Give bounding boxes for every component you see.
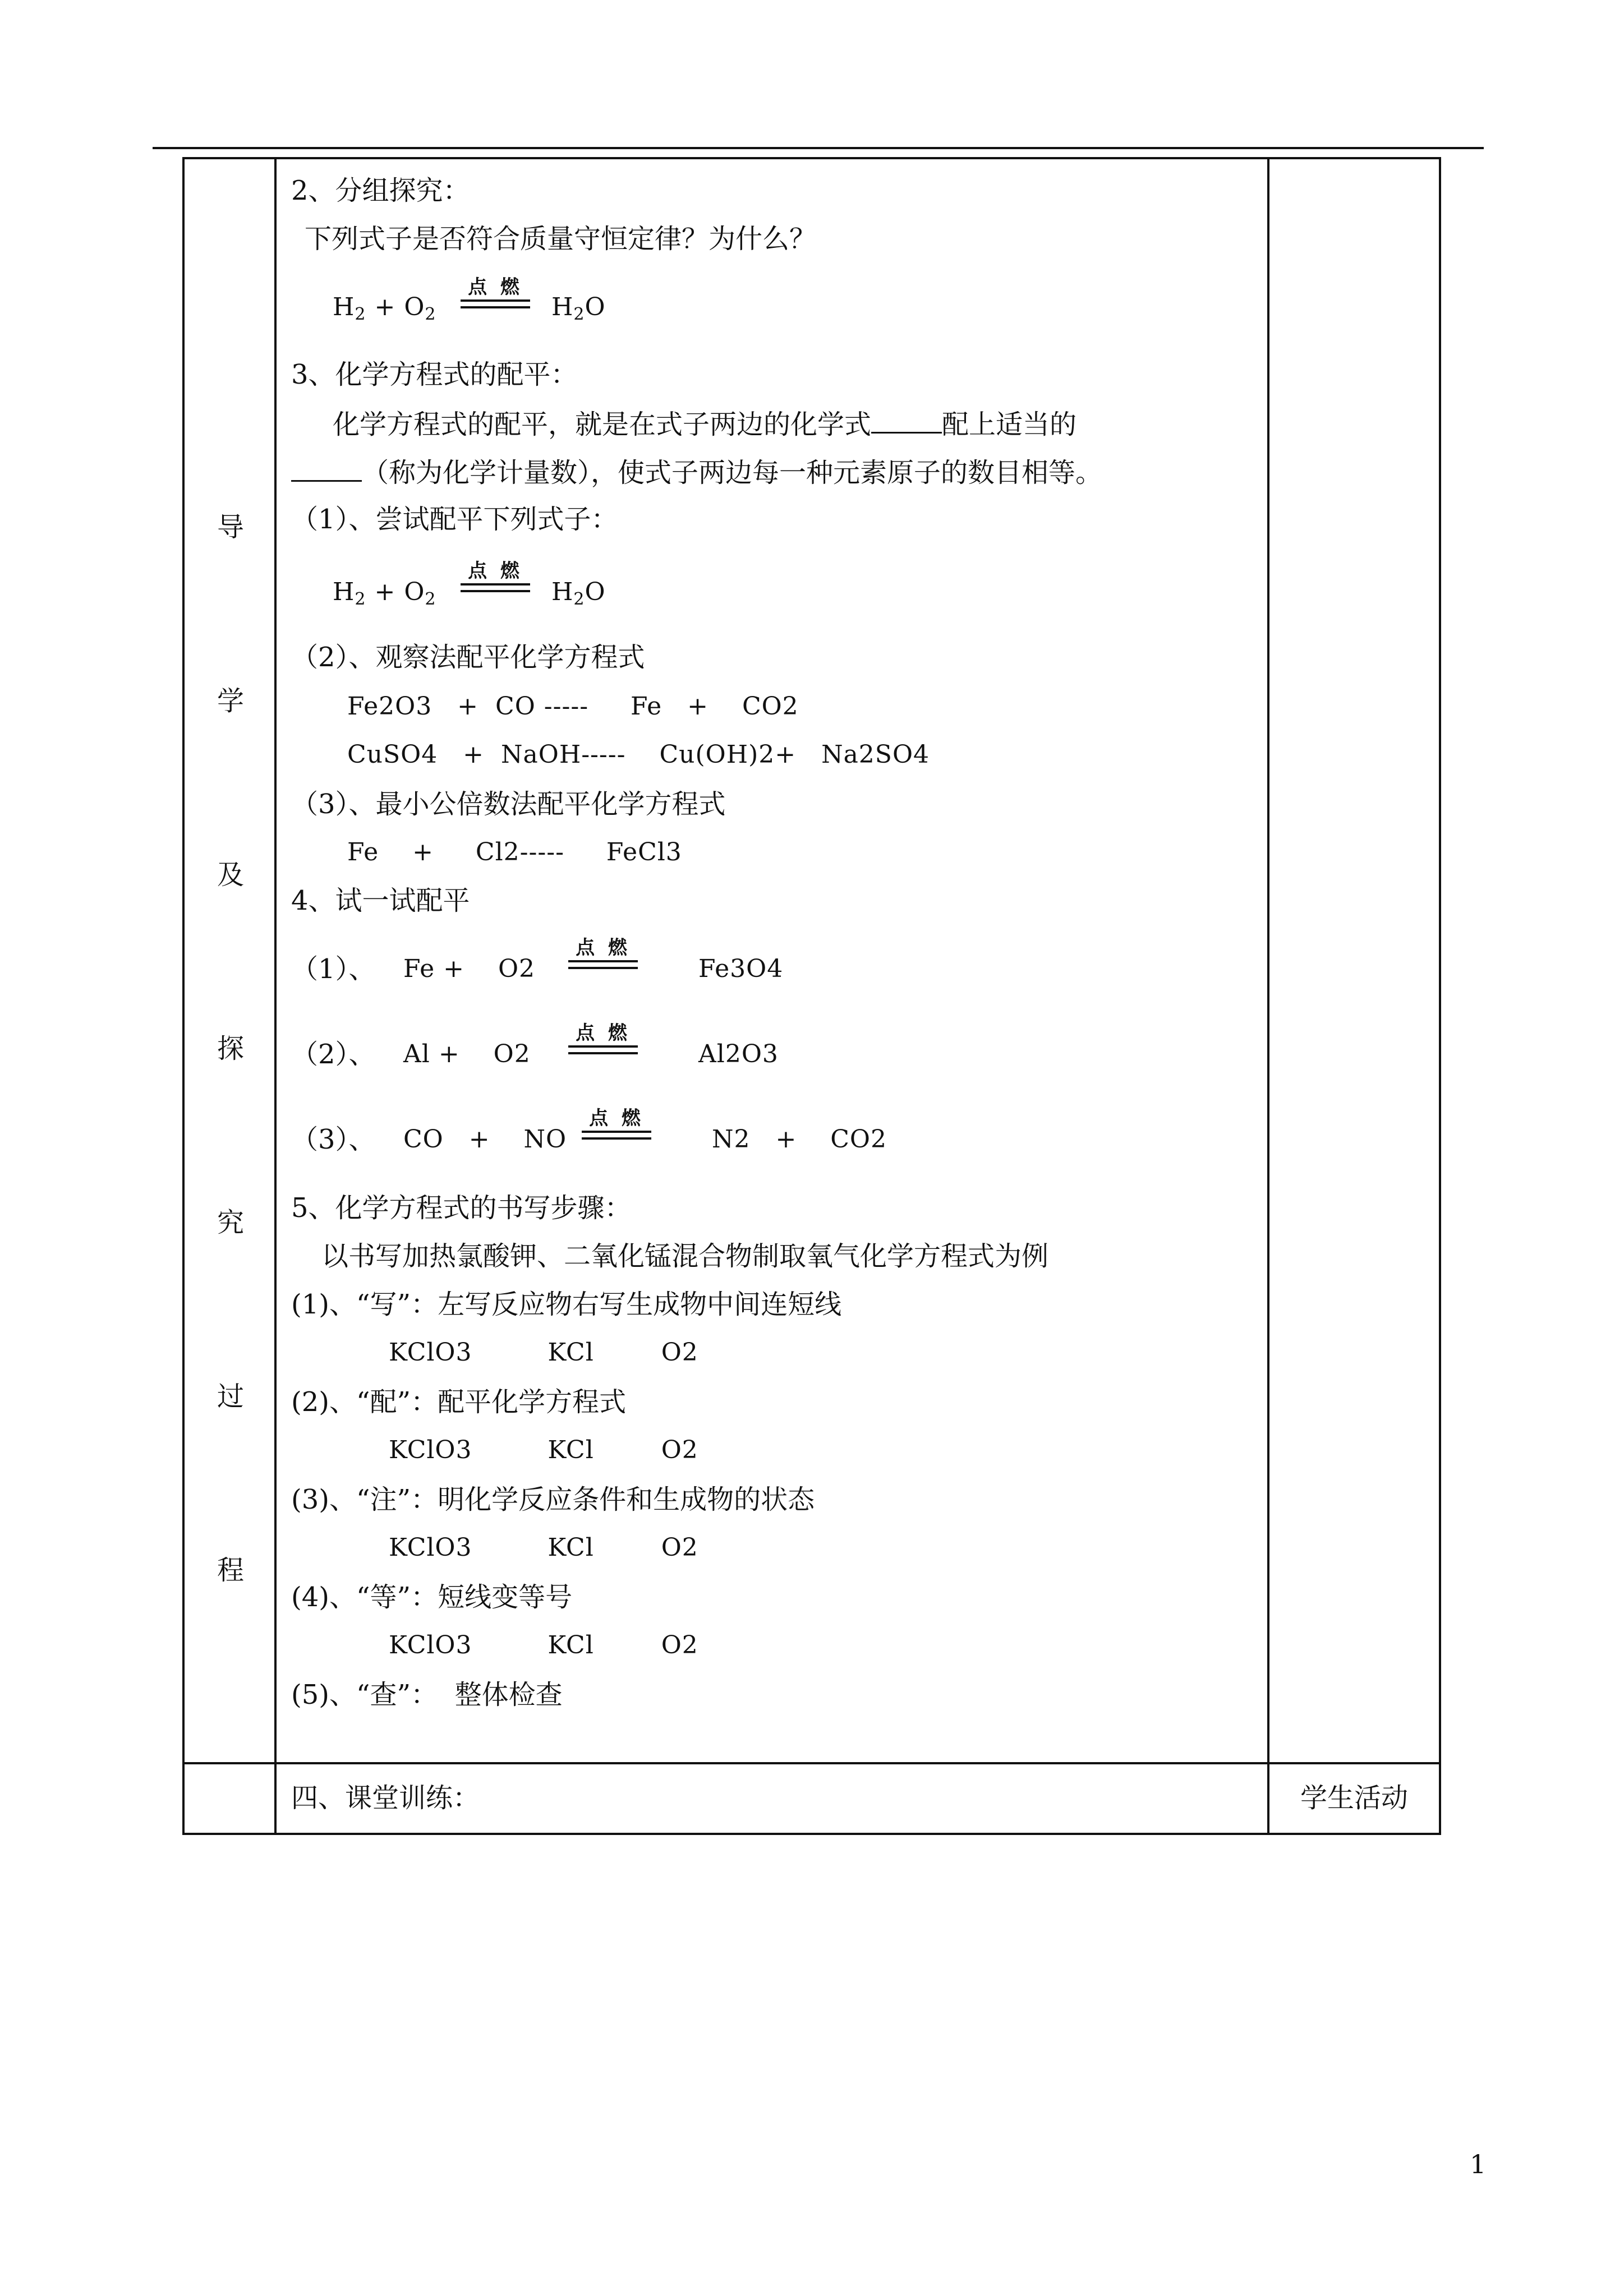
fill-blank	[871, 406, 942, 434]
eq-term: H	[551, 293, 574, 321]
training-cell	[275, 1763, 1268, 1834]
student-activity-label: 学生活动	[1300, 1782, 1408, 1814]
step-formula: KClO3 KCl O2	[389, 1338, 698, 1367]
arrow-line	[461, 306, 530, 308]
side-label-char: 学	[217, 685, 244, 717]
fill-blank	[291, 454, 362, 482]
arrow-line	[582, 1137, 651, 1140]
step-formula: KClO3 KCl O2	[389, 1533, 698, 1562]
equation-h2-o2	[333, 575, 436, 616]
page-number: 1	[1470, 2149, 1487, 2179]
section-3-para2	[291, 454, 1102, 490]
content	[277, 159, 1267, 1762]
section-2-question: 下列式子是否符合质量守恒定律？为什么？	[305, 223, 817, 255]
eq-plus: +	[374, 293, 396, 321]
reaction-condition: 点 燃	[468, 560, 523, 582]
trial-reactants: Fe + O2	[403, 955, 536, 983]
reaction-arrow	[578, 1106, 655, 1140]
eq-term: O	[585, 293, 606, 321]
section-2-title: 2、分组探究：	[291, 175, 470, 206]
side-label-char: 导	[217, 511, 244, 543]
para-text: 化学方程式的配平，就是在式子两边的化学式	[333, 409, 872, 440]
trial-reactants: Al + O2	[403, 1040, 531, 1068]
reaction-arrow	[565, 1021, 641, 1054]
arrow-line	[568, 1052, 638, 1054]
reaction-arrow	[457, 559, 533, 592]
trial-product: Al2O3	[698, 1040, 779, 1068]
side-label-char: 过	[217, 1381, 244, 1412]
trial-label: （2）、	[291, 1039, 376, 1070]
step-text: (1)、“写”：左写反应物右写生成物中间连短线	[291, 1289, 842, 1320]
trial-product: N2 + CO2	[712, 1125, 887, 1154]
side-label-char: 探	[217, 1033, 244, 1064]
equation-h2-o2	[333, 291, 436, 331]
activity-cell	[1268, 158, 1440, 1763]
equation-product	[551, 575, 606, 616]
arrow-line	[568, 1045, 638, 1048]
eq-sub: 2	[355, 589, 366, 609]
step-text: (3)、“注”：明化学反应条件和生成物的状态	[291, 1484, 815, 1515]
trial-product: Fe3O4	[698, 955, 784, 983]
step-formula: KClO3 KCl O2	[389, 1631, 698, 1659]
arrow-line	[461, 590, 530, 592]
equation-fe2o3: Fe2O3 + CO ----- Fe + CO2	[347, 692, 799, 721]
header-rule	[153, 147, 1484, 149]
equation-fe-cl2: Fe + Cl2----- FeCl3	[347, 838, 682, 866]
training-row	[183, 1763, 1440, 1834]
eq-sub: 2	[425, 589, 436, 609]
training-content	[277, 1764, 1267, 1833]
para-text: 配上适当的	[942, 409, 1077, 440]
reaction-condition: 点 燃	[576, 937, 631, 959]
eq-term: H	[551, 578, 574, 606]
eq-sub: 2	[573, 305, 585, 324]
equation-cuso4: CuSO4 + NaOH----- Cu(OH)2+ Na2SO4	[347, 740, 930, 769]
section-4-title: 4、试一试配平	[291, 885, 470, 916]
section-3-sub2: （2）、观察法配平化学方程式	[291, 642, 645, 673]
reaction-arrow	[457, 275, 533, 308]
eq-term: O	[585, 578, 606, 606]
section-3-para1	[333, 406, 1076, 441]
arrow-line	[568, 967, 638, 969]
eq-sub: 2	[425, 305, 436, 324]
training-label: 四、课堂训练：	[291, 1782, 480, 1814]
reaction-condition: 点 燃	[589, 1107, 644, 1129]
reaction-arrow	[565, 935, 641, 969]
trial-reactants: CO + NO	[403, 1125, 567, 1154]
reaction-condition: 点 燃	[468, 276, 523, 298]
eq-plus: +	[374, 578, 396, 606]
eq-sub: 2	[355, 305, 366, 324]
eq-term: O	[404, 578, 425, 606]
para-text: （称为化学计量数），使式子两边每一种元素原子的数目相等。	[362, 457, 1103, 488]
arrow-line	[461, 299, 530, 302]
side-label-char: 程	[217, 1555, 244, 1586]
section-3-sub1: （1）、尝试配平下列式子：	[291, 504, 618, 535]
side-label-char: 及	[217, 859, 244, 891]
activity-label-cell	[1268, 1763, 1440, 1834]
arrow-line	[461, 583, 530, 585]
equation-product	[551, 291, 606, 331]
content-cell	[275, 158, 1268, 1763]
side-label-char: 究	[217, 1207, 244, 1238]
step-formula: KClO3 KCl O2	[389, 1436, 698, 1464]
eq-term: H	[333, 293, 355, 321]
arrow-line	[568, 960, 638, 962]
section-5-title: 5、化学方程式的书写步骤：	[291, 1192, 632, 1224]
step-text: (4)、“等”：短线变等号	[291, 1582, 573, 1613]
lesson-table	[182, 157, 1441, 1835]
arrow-line	[582, 1131, 651, 1133]
trial-label: （3）、	[291, 1124, 376, 1155]
step-text: (2)、“配”：配平化学方程式	[291, 1386, 627, 1418]
training-empty-cell	[183, 1763, 275, 1834]
eq-term: O	[404, 293, 425, 321]
side-label-cell	[183, 158, 275, 1763]
main-row	[183, 158, 1440, 1763]
side-label	[185, 159, 274, 1762]
reaction-condition: 点 燃	[576, 1022, 631, 1044]
eq-sub: 2	[573, 589, 585, 609]
eq-term: H	[333, 578, 355, 606]
section-5-intro: 以书写加热氯酸钾、二氧化锰混合物制取氧气化学方程式为例	[321, 1241, 1049, 1272]
section-3-title: 3、化学方程式的配平：	[291, 359, 578, 390]
section-3-sub3: （3）、最小公倍数法配平化学方程式	[291, 789, 726, 820]
step-text: (5)、“查”： 整体检查	[291, 1679, 563, 1711]
trial-label: （1）、	[291, 953, 376, 985]
